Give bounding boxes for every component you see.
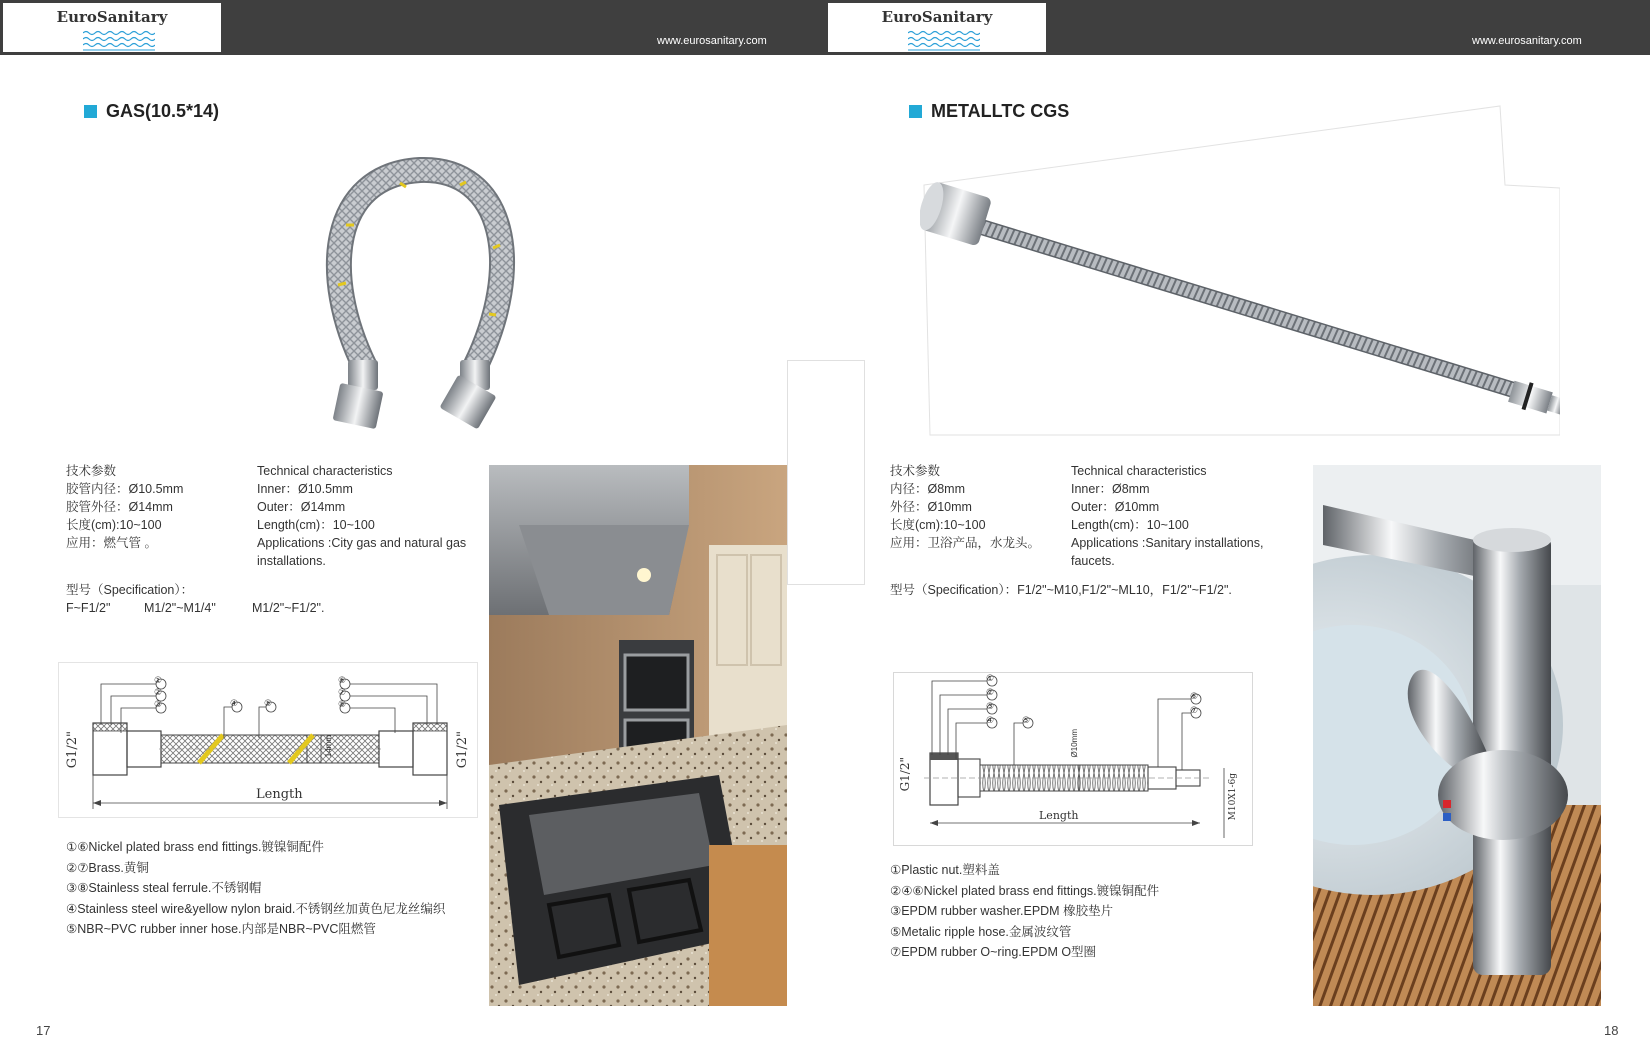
callout-label: ⑦ — [1190, 705, 1199, 715]
parts-legend — [66, 837, 445, 940]
title-text: GAS(10.5*14) — [106, 101, 220, 121]
specs-chinese — [890, 462, 1040, 552]
length-label: Length — [256, 787, 303, 802]
spec-line: Length(cm)：10~100 — [1071, 518, 1189, 532]
callout-label: ⑦ — [338, 687, 347, 697]
spec-line: 长度(cm):10~100 — [890, 518, 986, 532]
length-label: Length — [1039, 809, 1079, 822]
metallic-hose-photo — [920, 100, 1560, 500]
header-right — [825, 0, 1650, 55]
title-text: METALLTC CGS — [931, 101, 1070, 121]
technical-drawing — [893, 672, 1253, 846]
logo-text: EuroSanitary — [56, 8, 168, 26]
legend-item: ⑦EPDM rubber O~ring.EPDM O型圈 — [890, 945, 1097, 959]
faucet-photo — [1313, 465, 1601, 1006]
title-bullet-icon — [84, 105, 97, 118]
spec-value: M1/2"~F1/2". — [252, 601, 325, 615]
wave-logo-icon — [83, 29, 155, 51]
spec-line: Applications :Sanitary installations, faucets. — [1071, 536, 1264, 568]
callout-label: ⑤ — [264, 698, 273, 708]
kitchen-photo — [489, 465, 787, 1006]
spec-line: Technical characteristics — [257, 464, 393, 478]
spec-label: 型号（Specification）：F1/2"~M10,F1/2"~ML10，F1/2"~F1/2". — [890, 583, 1232, 597]
callout-label: ② — [154, 687, 163, 697]
logo-text: EuroSanitary — [881, 8, 993, 26]
spec-line: Applications :City gas and natural gas installations. — [257, 536, 467, 568]
spec-line: 内径：Ø8mm — [890, 482, 966, 496]
thread-label: G1/2" — [65, 731, 80, 769]
legend-item: ⑤Metalic ripple hose.金属波纹管 — [890, 924, 1072, 939]
callout-label: ④ — [986, 715, 995, 725]
callout-label: ⑤ — [1022, 715, 1031, 725]
diameter-label: 14mm — [324, 735, 333, 758]
spec-line: Outer：Ø10mm — [1071, 500, 1160, 514]
callout-label: ② — [986, 687, 995, 697]
page-number: 18 — [1604, 1023, 1619, 1038]
spec-line: Technical characteristics — [1071, 464, 1207, 478]
callout-label: ④ — [230, 698, 239, 708]
callout-label: ① — [154, 675, 163, 685]
legend-item: ⑤NBR~PVC rubber inner hose.内部是NBR~PVC阻燃管 — [66, 922, 376, 936]
page-fold-decoration — [787, 360, 865, 585]
legend-item: ①⑥Nickel plated brass end fittings.镀镍铜配件 — [66, 840, 324, 854]
thread-label: G1/2" — [455, 731, 470, 769]
specs-english — [1071, 462, 1276, 570]
spec-line: 胶管内径：Ø10.5mm — [66, 482, 184, 496]
site-url[interactable]: www.eurosanitary.com — [657, 35, 767, 47]
spec-line: 技术参数 — [66, 464, 117, 478]
parts-legend — [890, 860, 1159, 963]
spec-line: 应用：卫浴产品，水龙头。 — [890, 536, 1041, 550]
thread-label: M10X1-6g — [1228, 773, 1238, 821]
spec-label: 型号（Specification）： — [66, 583, 194, 597]
page-title — [84, 101, 219, 122]
header-left — [0, 0, 825, 55]
specs-english — [257, 462, 467, 570]
wave-logo-icon — [908, 29, 980, 51]
callout-label: ⑥ — [1190, 691, 1199, 701]
thread-label: G1/2" — [898, 757, 912, 792]
callout-label: ① — [986, 673, 995, 683]
specification-block — [890, 581, 1232, 599]
legend-item: ③⑧Stainless steal ferrule.不锈钢帽 — [66, 881, 262, 895]
spec-line: Outer：Ø14mm — [257, 500, 346, 514]
spec-value: F~F1/2" — [66, 601, 111, 615]
specification-block — [66, 581, 366, 617]
diameter-label: Ø10mm — [1070, 729, 1079, 758]
braided-hose-photo — [310, 155, 538, 445]
legend-item: ③EPDM rubber washer.EPDM 橡胶垫片 — [890, 904, 1114, 918]
spec-line: 外径：Ø10mm — [890, 500, 972, 514]
spec-line: 技术参数 — [890, 464, 941, 478]
spec-line: Length(cm)：10~100 — [257, 518, 375, 532]
callout-label: ⑥ — [338, 675, 347, 685]
specs-chinese — [66, 462, 183, 552]
legend-item: ②⑦Brass.黄铜 — [66, 860, 149, 875]
callout-label: ⑧ — [338, 699, 347, 709]
site-url[interactable]: www.eurosanitary.com — [1472, 35, 1582, 47]
spec-line: Inner：Ø8mm — [1071, 482, 1150, 496]
spec-line: 长度(cm):10~100 — [66, 518, 162, 532]
callout-label: ③ — [986, 701, 995, 711]
technical-drawing — [58, 662, 478, 818]
spec-line: Inner：Ø10.5mm — [257, 482, 353, 496]
page-number: 17 — [36, 1023, 51, 1038]
legend-item: ②④⑥Nickel plated brass end fittings.镀镍铜配件 — [890, 883, 1160, 898]
brand-logo[interactable] — [826, 1, 1048, 54]
spec-line: 应用：燃气管 。 — [66, 536, 157, 550]
legend-item: ①Plastic nut.塑料盖 — [890, 863, 1000, 877]
callout-label: ③ — [154, 699, 163, 709]
brand-logo[interactable] — [1, 1, 223, 54]
spec-value: M1/2"~M1/4" — [144, 601, 216, 615]
legend-item: ④Stainless steel wire&yellow nylon braid.不锈钢丝加黄色尼龙丝编织 — [66, 901, 446, 916]
spec-line: 胶管外径：Ø14mm — [66, 500, 173, 514]
